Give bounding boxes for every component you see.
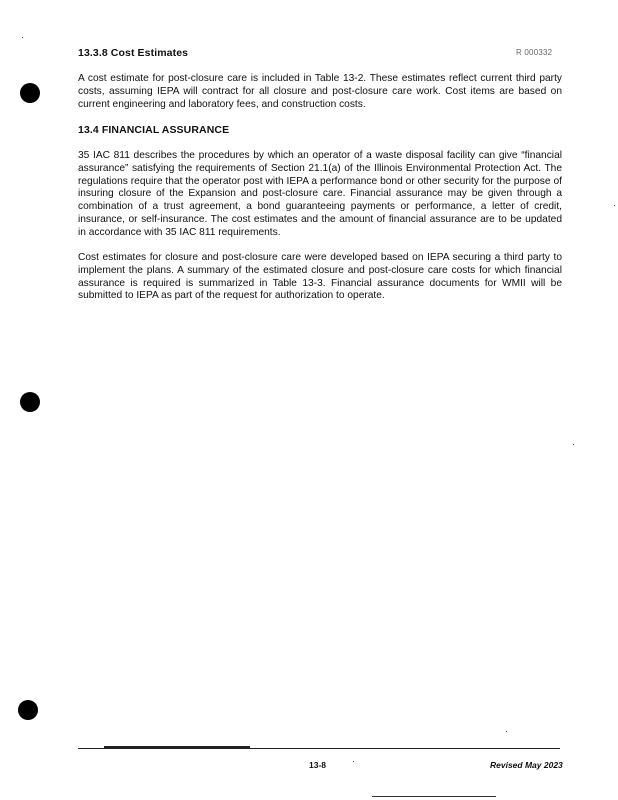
paragraph-financial-assurance-1: 35 IAC 811 describes the procedures by which an operator of a waste disposal facility can give “financial assurance” satisfying the requirements of Section 21.1(a) of the Illinois Environmental Protection Act. The regulations require that the operator post with IEPA a performance bond or other security for the purpose of insuring closure of the Expansion and post-closure care. Financial assurance may be given through a combination of a trust agreement, a bond guaranteeing payments or performance, a letter of credit, insurance, or self-insurance. The cost estimates and the amount of financial assurance are to be updated in accordance with 35 IAC 811 requirements. <box>78 150 562 238</box>
punch-hole-middle <box>20 392 40 412</box>
paragraph-cost-estimates: A cost estimate for post-closure care is included in Table 13-2. These estimates reflect current third party costs, assuming IEPA will contract for all closure and post-closure care work. Cost items are based on current engineering and laboratory fees, and construction costs. <box>78 73 562 110</box>
footer-rule-mark <box>104 746 250 748</box>
section-heading-cost-estimates: 13.3.8 Cost Estimates <box>78 47 189 59</box>
scan-speck <box>353 761 354 762</box>
revision-date: Revised May 2023 <box>490 760 563 770</box>
scan-speck <box>573 444 574 445</box>
scan-speck <box>22 37 23 38</box>
bottom-scan-line <box>372 796 496 797</box>
bates-number: R 000332 <box>516 48 553 57</box>
punch-hole-bottom <box>18 700 38 720</box>
paragraph-financial-assurance-2: Cost estimates for closure and post-closure care were developed based on IEPA securing a third party to implement the plans. A summary of the estimated closure and post-closure care costs for which financial assurance is required is summarized in Table 13-3. Financial assurance documents for WMII will be submitted to IEPA as part of the request for authorization to operate. <box>78 252 562 302</box>
footer-rule <box>78 748 560 749</box>
page-number: 13-8 <box>309 760 327 770</box>
scan-speck <box>506 731 507 732</box>
punch-hole-top <box>20 83 40 103</box>
section-heading-financial-assurance: 13.4 FINANCIAL ASSURANCE <box>78 124 230 136</box>
scan-speck <box>614 205 615 206</box>
